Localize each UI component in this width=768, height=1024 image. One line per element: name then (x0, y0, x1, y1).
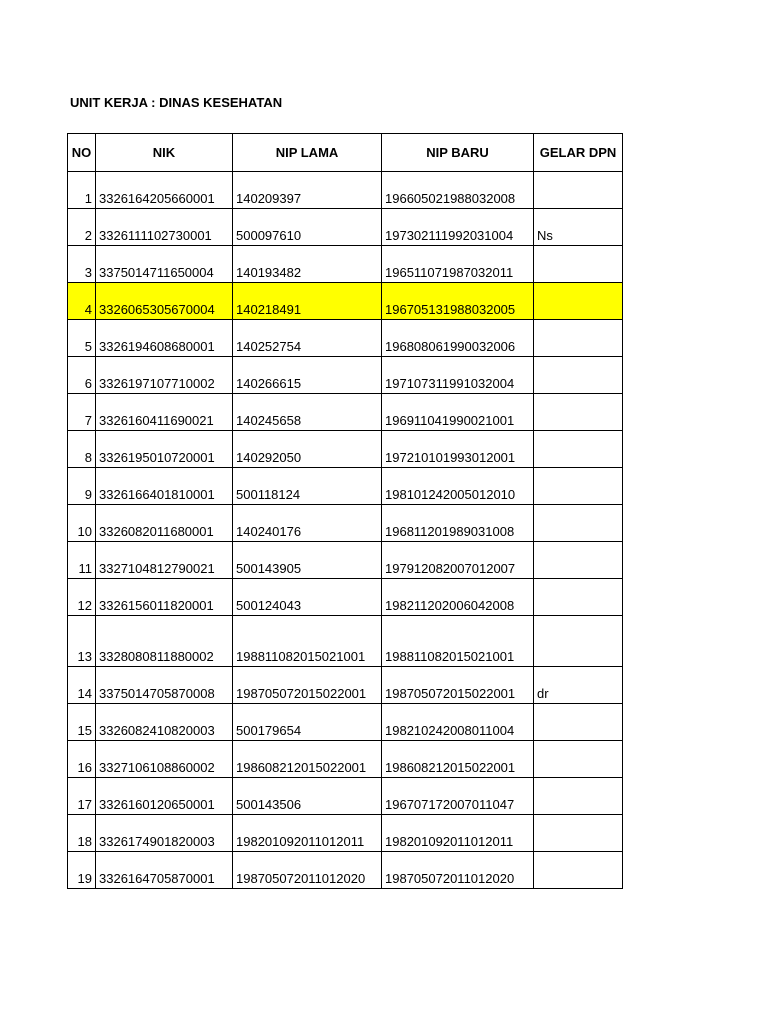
table-row (68, 579, 623, 616)
table-row (68, 778, 623, 815)
table-row (68, 542, 623, 579)
cell-no: 1 (68, 172, 96, 209)
cell-nik: 3327106108860002 (96, 741, 233, 778)
cell-gelar-dpn (534, 852, 623, 889)
table-row (68, 431, 623, 468)
cell-nip-lama: 140266615 (233, 357, 382, 394)
cell-nip-baru: 197302111992031004 (382, 209, 534, 246)
cell-gelar-dpn (534, 468, 623, 505)
cell-no: 15 (68, 704, 96, 741)
cell-gelar-dpn (534, 741, 623, 778)
table-row (68, 505, 623, 542)
cell-no: 6 (68, 357, 96, 394)
cell-nip-baru: 198811082015021001 (382, 616, 534, 667)
cell-nip-baru: 197210101993012001 (382, 431, 534, 468)
cell-nip-lama: 140209397 (233, 172, 382, 209)
cell-no: 7 (68, 394, 96, 431)
cell-nip-lama: 500143506 (233, 778, 382, 815)
cell-nip-lama: 140292050 (233, 431, 382, 468)
cell-nik: 3326197107710002 (96, 357, 233, 394)
cell-nip-lama: 500143905 (233, 542, 382, 579)
cell-gelar-dpn (534, 704, 623, 741)
cell-no: 2 (68, 209, 96, 246)
cell-nip-baru: 198101242005012010 (382, 468, 534, 505)
cell-nip-baru: 196707172007011047 (382, 778, 534, 815)
cell-nik: 3326082011680001 (96, 505, 233, 542)
cell-gelar-dpn: dr (534, 667, 623, 704)
cell-no: 13 (68, 616, 96, 667)
cell-gelar-dpn (534, 616, 623, 667)
cell-nik: 3326156011820001 (96, 579, 233, 616)
cell-nik: 3327104812790021 (96, 542, 233, 579)
cell-nik: 3326194608680001 (96, 320, 233, 357)
table-row (68, 667, 623, 704)
table-row (68, 741, 623, 778)
cell-gelar-dpn: Ns (534, 209, 623, 246)
cell-nik: 3326160120650001 (96, 778, 233, 815)
table-row (68, 394, 623, 431)
cell-nik: 3326164205660001 (96, 172, 233, 209)
header-nip-lama: NIP LAMA (233, 134, 382, 172)
cell-nik: 3326166401810001 (96, 468, 233, 505)
cell-nip-lama: 500124043 (233, 579, 382, 616)
cell-nip-lama: 140252754 (233, 320, 382, 357)
cell-no: 19 (68, 852, 96, 889)
cell-nip-lama: 198705072015022001 (233, 667, 382, 704)
cell-no: 9 (68, 468, 96, 505)
cell-no: 14 (68, 667, 96, 704)
cell-nip-baru: 198705072011012020 (382, 852, 534, 889)
cell-no: 11 (68, 542, 96, 579)
cell-gelar-dpn (534, 172, 623, 209)
cell-nik: 3328080811880002 (96, 616, 233, 667)
table-row (68, 357, 623, 394)
cell-nip-lama: 140218491 (233, 283, 382, 320)
header-nip-baru: NIP BARU (382, 134, 534, 172)
cell-gelar-dpn (534, 542, 623, 579)
cell-nip-lama: 140193482 (233, 246, 382, 283)
table-header-row (68, 134, 623, 172)
cell-nip-baru: 196605021988032008 (382, 172, 534, 209)
cell-no: 17 (68, 778, 96, 815)
cell-nip-baru: 198210242008011004 (382, 704, 534, 741)
cell-gelar-dpn (534, 283, 623, 320)
cell-nip-baru: 198608212015022001 (382, 741, 534, 778)
table-row (68, 209, 623, 246)
cell-gelar-dpn (534, 815, 623, 852)
cell-no: 12 (68, 579, 96, 616)
cell-nik: 3326065305670004 (96, 283, 233, 320)
cell-nip-lama: 140240176 (233, 505, 382, 542)
cell-no: 4 (68, 283, 96, 320)
table-row (68, 320, 623, 357)
cell-nip-baru: 198211202006042008 (382, 579, 534, 616)
cell-gelar-dpn (534, 394, 623, 431)
table-row (68, 852, 623, 889)
table-body (68, 172, 623, 889)
header-no: NO (68, 134, 96, 172)
cell-nik: 3326195010720001 (96, 431, 233, 468)
cell-nik: 3375014705870008 (96, 667, 233, 704)
table-row (68, 283, 623, 320)
cell-nik: 3326160411690021 (96, 394, 233, 431)
cell-gelar-dpn (534, 357, 623, 394)
cell-nip-lama: 198811082015021001 (233, 616, 382, 667)
cell-nip-baru: 196811201989031008 (382, 505, 534, 542)
cell-gelar-dpn (534, 778, 623, 815)
cell-nip-baru: 197912082007012007 (382, 542, 534, 579)
cell-nip-lama: 500179654 (233, 704, 382, 741)
cell-nip-baru: 196911041990021001 (382, 394, 534, 431)
cell-gelar-dpn (534, 246, 623, 283)
cell-nip-lama: 500097610 (233, 209, 382, 246)
table-row (68, 246, 623, 283)
cell-nip-lama: 198705072011012020 (233, 852, 382, 889)
cell-gelar-dpn (534, 505, 623, 542)
header-gelar-dpn: GELAR DPN (534, 134, 623, 172)
cell-nip-lama: 198608212015022001 (233, 741, 382, 778)
page-title: UNIT KERJA : DINAS KESEHATAN (70, 95, 283, 110)
cell-no: 8 (68, 431, 96, 468)
cell-no: 16 (68, 741, 96, 778)
table-row (68, 704, 623, 741)
cell-nip-baru: 196511071987032011 (382, 246, 534, 283)
cell-nik: 3326111102730001 (96, 209, 233, 246)
cell-nip-baru: 198201092011012011 (382, 815, 534, 852)
cell-gelar-dpn (534, 431, 623, 468)
table-row (68, 815, 623, 852)
cell-no: 5 (68, 320, 96, 357)
table-row (68, 616, 623, 667)
cell-gelar-dpn (534, 320, 623, 357)
table-row (68, 172, 623, 209)
cell-nip-baru: 198705072015022001 (382, 667, 534, 704)
table-row (68, 468, 623, 505)
cell-nip-lama: 198201092011012011 (233, 815, 382, 852)
cell-nik: 3375014711650004 (96, 246, 233, 283)
cell-nip-baru: 196705131988032005 (382, 283, 534, 320)
cell-gelar-dpn (534, 579, 623, 616)
header-nik: NIK (96, 134, 233, 172)
cell-no: 18 (68, 815, 96, 852)
cell-nik: 3326174901820003 (96, 815, 233, 852)
cell-nip-baru: 197107311991032004 (382, 357, 534, 394)
cell-no: 10 (68, 505, 96, 542)
cell-nik: 3326164705870001 (96, 852, 233, 889)
cell-nip-baru: 196808061990032006 (382, 320, 534, 357)
cell-no: 3 (68, 246, 96, 283)
employee-table (67, 133, 623, 889)
cell-nip-lama: 500118124 (233, 468, 382, 505)
cell-nip-lama: 140245658 (233, 394, 382, 431)
cell-nik: 3326082410820003 (96, 704, 233, 741)
